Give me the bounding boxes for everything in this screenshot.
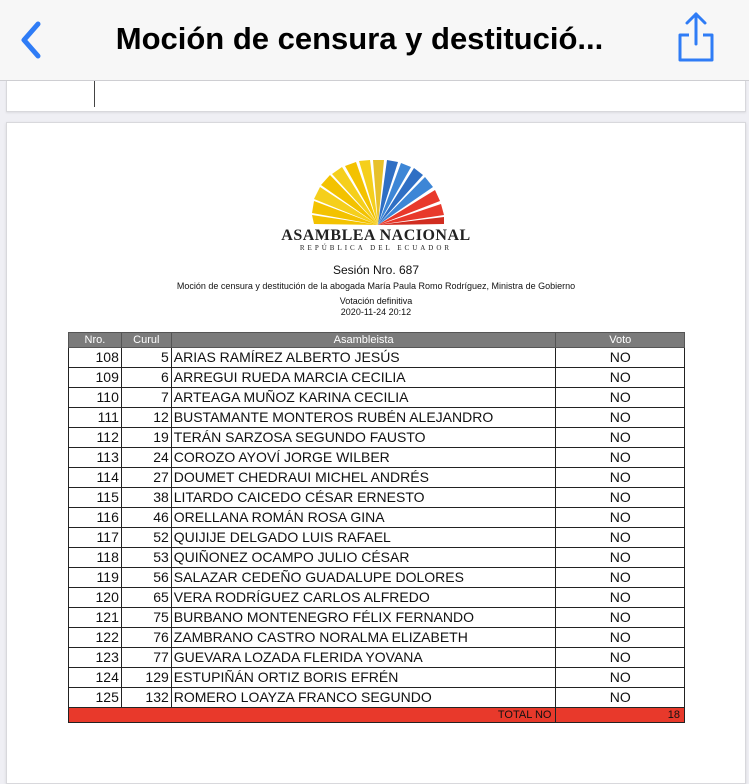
cell-curul: 75 bbox=[121, 608, 171, 628]
cell-voto: NO bbox=[556, 368, 685, 388]
table-row bbox=[69, 628, 685, 648]
cell-voto: NO bbox=[556, 508, 685, 528]
votes-table bbox=[68, 332, 685, 723]
cell-nro: 113 bbox=[69, 448, 122, 468]
cell-voto: NO bbox=[556, 548, 685, 568]
cell-nro: 123 bbox=[69, 648, 122, 668]
nav-title: Moción de censura y destitució... bbox=[115, 21, 604, 56]
cell-voto: NO bbox=[556, 408, 685, 428]
cell-curul: 7 bbox=[121, 388, 171, 408]
cell-asambleista: TERÁN SARZOSA SEGUNDO FAUSTO bbox=[171, 428, 556, 448]
org-subtitle: REPÚBLICA DEL ECUADOR bbox=[299, 244, 453, 252]
cell-nro: 125 bbox=[69, 688, 122, 708]
cell-curul: 24 bbox=[121, 448, 171, 468]
cell-voto: NO bbox=[556, 568, 685, 588]
cell-asambleista: QUIÑONEZ OCAMPO JULIO CÉSAR bbox=[171, 548, 556, 568]
cell-voto: NO bbox=[556, 488, 685, 508]
cell-nro: 122 bbox=[69, 628, 122, 648]
navigation-bar bbox=[0, 0, 749, 81]
cell-voto: NO bbox=[556, 608, 685, 628]
cell-curul: 53 bbox=[121, 548, 171, 568]
cell-asambleista: COROZO AYOVÍ JORGE WILBER bbox=[171, 448, 556, 468]
cell-nro: 124 bbox=[69, 668, 122, 688]
cell-asambleista: ESTUPIÑÁN ORTIZ BORIS EFRÉN bbox=[171, 668, 556, 688]
cell-curul: 19 bbox=[121, 428, 171, 448]
cell-nro: 121 bbox=[69, 608, 122, 628]
page-rule bbox=[94, 81, 95, 107]
cell-nro: 109 bbox=[69, 368, 122, 388]
cell-voto: NO bbox=[556, 668, 685, 688]
cell-curul: 5 bbox=[121, 348, 171, 368]
cell-nro: 108 bbox=[69, 348, 122, 368]
cell-nro: 111 bbox=[69, 408, 122, 428]
org-name: ASAMBLEA NACIONAL bbox=[281, 227, 471, 244]
cell-asambleista: ZAMBRANO CASTRO NORALMA ELIZABETH bbox=[171, 628, 556, 648]
table-row bbox=[69, 568, 685, 588]
table-row bbox=[69, 588, 685, 608]
cell-nro: 118 bbox=[69, 548, 122, 568]
cell-asambleista: LITARDO CAICEDO CÉSAR ERNESTO bbox=[171, 488, 556, 508]
table-row bbox=[69, 668, 685, 688]
cell-curul: 129 bbox=[121, 668, 171, 688]
asamblea-nacional-logo bbox=[311, 159, 445, 227]
cell-nro: 115 bbox=[69, 488, 122, 508]
cell-curul: 52 bbox=[121, 528, 171, 548]
cell-nro: 116 bbox=[69, 508, 122, 528]
cell-asambleista: SALAZAR CEDEÑO GUADALUPE DOLORES bbox=[171, 568, 556, 588]
cell-voto: NO bbox=[556, 468, 685, 488]
cell-voto: NO bbox=[556, 388, 685, 408]
table-row bbox=[69, 468, 685, 488]
cell-curul: 77 bbox=[121, 648, 171, 668]
table-row bbox=[69, 408, 685, 428]
total-label: TOTAL NO bbox=[69, 708, 556, 723]
table-row bbox=[69, 508, 685, 528]
motion-description: Moción de censura y destitución de la abogada María Paula Romo Rodríguez, Ministra de Gobierno bbox=[176, 281, 576, 291]
cell-asambleista: BURBANO MONTENEGRO FÉLIX FERNANDO bbox=[171, 608, 556, 628]
cell-curul: 6 bbox=[121, 368, 171, 388]
cell-asambleista: QUIJIJE DELGADO LUIS RAFAEL bbox=[171, 528, 556, 548]
table-row bbox=[69, 528, 685, 548]
cell-voto: NO bbox=[556, 428, 685, 448]
cell-voto: NO bbox=[556, 688, 685, 708]
cell-asambleista: ARIAS RAMÍREZ ALBERTO JESÚS bbox=[171, 348, 556, 368]
cell-voto: NO bbox=[556, 528, 685, 548]
table-row bbox=[69, 428, 685, 448]
document-page bbox=[6, 122, 746, 784]
header-nro: Nro. bbox=[69, 333, 122, 348]
table-row bbox=[69, 388, 685, 408]
cell-nro: 120 bbox=[69, 588, 122, 608]
cell-voto: NO bbox=[556, 628, 685, 648]
table-row bbox=[69, 348, 685, 368]
vote-type: Votación definitiva bbox=[339, 296, 413, 306]
table-row bbox=[69, 648, 685, 668]
cell-curul: 12 bbox=[121, 408, 171, 428]
total-value: 18 bbox=[556, 708, 685, 723]
cell-asambleista: ARREGUI RUEDA MARCIA CECILIA bbox=[171, 368, 556, 388]
header-asambleista: Asambleista bbox=[171, 333, 556, 348]
table-row bbox=[69, 608, 685, 628]
cell-nro: 112 bbox=[69, 428, 122, 448]
table-row bbox=[69, 688, 685, 708]
cell-asambleista: VERA RODRÍGUEZ CARLOS ALFREDO bbox=[171, 588, 556, 608]
previous-page bbox=[6, 81, 746, 112]
vote-date: 2020-11-24 20:12 bbox=[340, 307, 412, 317]
cell-voto: NO bbox=[556, 448, 685, 468]
cell-voto: NO bbox=[556, 648, 685, 668]
session-number: Sesión Nro. 687 bbox=[332, 263, 420, 277]
table-header-row bbox=[69, 333, 685, 348]
cell-asambleista: ROMERO LOAYZA FRANCO SEGUNDO bbox=[171, 688, 556, 708]
chevron-left-icon[interactable] bbox=[16, 18, 46, 62]
cell-voto: NO bbox=[556, 588, 685, 608]
table-row bbox=[69, 548, 685, 568]
table-row bbox=[69, 448, 685, 468]
cell-curul: 38 bbox=[121, 488, 171, 508]
cell-curul: 27 bbox=[121, 468, 171, 488]
cell-voto: NO bbox=[556, 348, 685, 368]
cell-asambleista: ARTEAGA MUÑOZ KARINA CECILIA bbox=[171, 388, 556, 408]
votes-table-body bbox=[69, 348, 685, 708]
header-voto: Voto bbox=[556, 333, 685, 348]
cell-asambleista: ORELLANA ROMÁN ROSA GINA bbox=[171, 508, 556, 528]
cell-asambleista: BUSTAMANTE MONTEROS RUBÉN ALEJANDRO bbox=[171, 408, 556, 428]
cell-nro: 119 bbox=[69, 568, 122, 588]
cell-curul: 132 bbox=[121, 688, 171, 708]
share-icon[interactable] bbox=[672, 10, 720, 64]
cell-nro: 110 bbox=[69, 388, 122, 408]
cell-asambleista: GUEVARA LOZADA FLERIDA YOVANA bbox=[171, 648, 556, 668]
cell-curul: 56 bbox=[121, 568, 171, 588]
cell-curul: 46 bbox=[121, 508, 171, 528]
cell-nro: 117 bbox=[69, 528, 122, 548]
table-row bbox=[69, 368, 685, 388]
table-row bbox=[69, 488, 685, 508]
header-curul: Curul bbox=[121, 333, 171, 348]
cell-asambleista: DOUMET CHEDRAUI MICHEL ANDRÉS bbox=[171, 468, 556, 488]
cell-curul: 65 bbox=[121, 588, 171, 608]
cell-nro: 114 bbox=[69, 468, 122, 488]
cell-curul: 76 bbox=[121, 628, 171, 648]
total-row bbox=[69, 708, 685, 723]
